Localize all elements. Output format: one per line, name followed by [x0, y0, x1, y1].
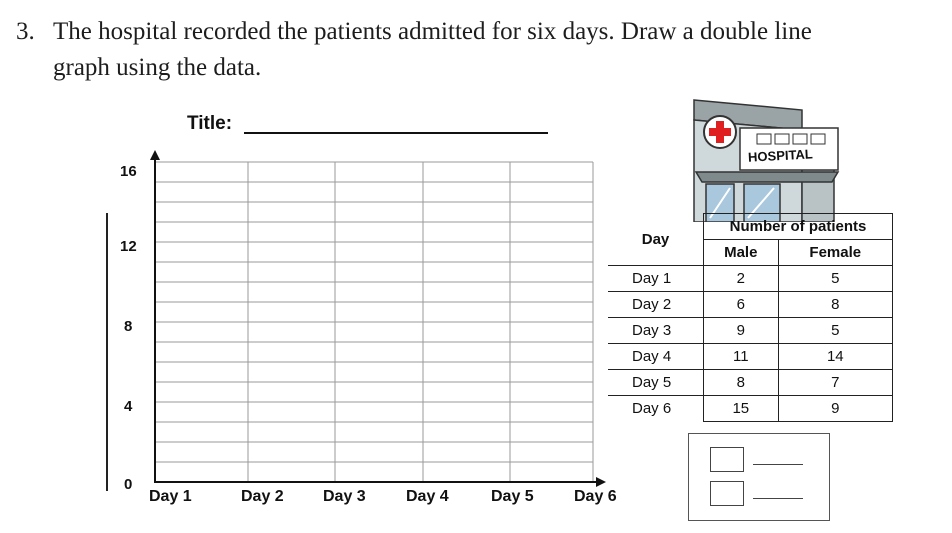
blank-legend-box [688, 433, 830, 521]
row-male: 9 [704, 318, 779, 344]
female-column-header: Female [778, 240, 892, 266]
row-day: Day 6 [608, 396, 704, 422]
legend-label-blank-1[interactable] [753, 464, 803, 465]
day-column-header: Day [608, 214, 704, 266]
row-male: 11 [704, 344, 779, 370]
table-row [608, 292, 893, 318]
row-female: 7 [778, 370, 892, 396]
male-column-header: Male [704, 240, 779, 266]
hospital-sign-text: HOSPITAL [747, 146, 814, 165]
legend-swatch-1[interactable] [710, 447, 744, 472]
row-male: 2 [704, 266, 779, 292]
row-day: Day 1 [608, 266, 704, 292]
patients-data-table [608, 213, 893, 422]
row-day: Day 3 [608, 318, 704, 344]
row-female: 9 [778, 396, 892, 422]
y-tick-8: 8 [124, 318, 133, 335]
table-row [608, 344, 893, 370]
x-tick-day-3: Day 3 [323, 488, 366, 505]
question-line-1: The hospital recorded the patients admitted for six days. Draw a double line [53, 18, 812, 45]
x-tick-day-5: Day 5 [491, 488, 534, 505]
x-tick-day-4: Day 4 [406, 488, 449, 505]
x-tick-day-6: Day 6 [574, 488, 617, 505]
y-tick-0: 0 [124, 476, 133, 493]
row-female: 5 [778, 318, 892, 344]
row-female: 14 [778, 344, 892, 370]
y-tick-16: 16 [120, 163, 137, 180]
y-tick-12: 12 [120, 238, 137, 255]
hospital-illustration [682, 90, 842, 222]
question-line-2: graph using the data. [53, 54, 262, 81]
graph-axes [150, 150, 606, 487]
x-tick-day-1: Day 1 [149, 488, 192, 505]
grid-horizontal-lines [155, 162, 593, 462]
row-day: Day 4 [608, 344, 704, 370]
x-tick-day-2: Day 2 [241, 488, 284, 505]
table-row [608, 396, 893, 422]
row-female: 5 [778, 266, 892, 292]
row-male: 15 [704, 396, 779, 422]
row-female: 8 [778, 292, 892, 318]
graph-title-label: Title: [187, 113, 233, 134]
legend-swatch-2[interactable] [710, 481, 744, 506]
table-row [608, 266, 893, 292]
table-row [608, 370, 893, 396]
question-number: 3. [16, 18, 35, 45]
row-male: 8 [704, 370, 779, 396]
y-tick-4: 4 [124, 398, 133, 415]
row-day: Day 5 [608, 370, 704, 396]
row-male: 6 [704, 292, 779, 318]
row-day: Day 2 [608, 292, 704, 318]
table-row [608, 318, 893, 344]
patients-group-header: Number of patients [704, 214, 893, 240]
legend-label-blank-2[interactable] [753, 498, 803, 499]
